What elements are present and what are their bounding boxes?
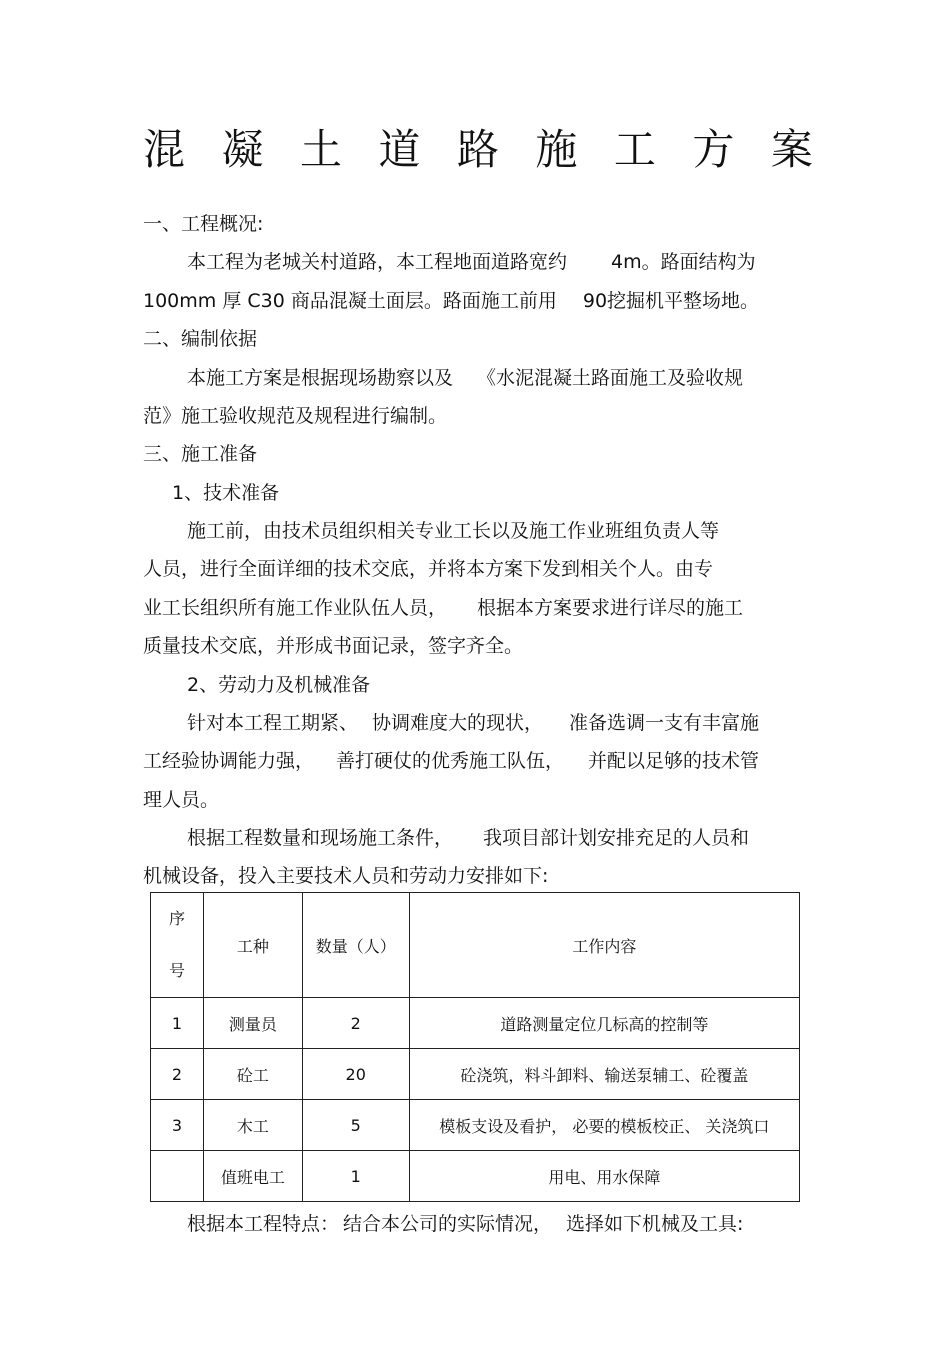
paragraph-line: 机械设备，投入主要技术人员和劳动力安排如下:	[143, 865, 549, 887]
title-char: 凝	[221, 125, 264, 174]
section-heading: 二、编制依据	[143, 328, 258, 350]
text-run: 100mm 厚 C30 商品混凝土面层。路面施工前用	[143, 290, 557, 312]
title-char: 工	[613, 125, 656, 174]
cell-trade: 值班电工	[203, 1151, 302, 1202]
header-seq	[151, 893, 204, 998]
text-run: 《水泥混凝土路面施工及验收规	[477, 367, 744, 389]
cell-seq: 2	[151, 1049, 204, 1100]
table-header-row	[151, 893, 800, 998]
text-run: 4m。路面结构为	[611, 251, 756, 273]
section-heading: 一、工程概况:	[143, 213, 264, 235]
subsection-heading: 2、劳动力及机械准备	[187, 674, 371, 696]
document-title	[143, 120, 813, 180]
paragraph-line	[187, 365, 743, 391]
cell-work: 用电、用水保障	[409, 1151, 799, 1202]
title-char: 案	[770, 125, 813, 174]
table-row	[151, 1049, 800, 1100]
subsection-heading: 1、技术准备	[172, 482, 280, 504]
paragraph-line: 范》施工验收规范及规程进行编制。	[143, 405, 448, 427]
cell-seq	[151, 1151, 204, 1202]
header-seq-top: 序	[168, 909, 185, 928]
text-run: 业工长组织所有施工作业队伍人员，	[143, 597, 448, 619]
paragraph-line: 施工前，由技术员组织相关专业工长以及施工作业班组负责人等	[187, 520, 720, 542]
header-count: 数量（人）	[302, 893, 409, 998]
text-run: 结合本公司的实际情况，	[343, 1213, 553, 1235]
header-seq-bottom: 号	[168, 961, 185, 980]
text-run: 本施工方案是根据现场勘察以及	[187, 367, 454, 389]
paragraph-line: 人员，进行全面详细的技术交底，并将本方案下发到相关个人。由专	[143, 558, 714, 580]
cell-count: 1	[302, 1151, 409, 1202]
title-char: 道	[378, 125, 421, 174]
text-run: 90挖掘机平整场地。	[582, 290, 760, 312]
paragraph-line: 理人员。	[143, 789, 220, 811]
cell-work: 道路测量定位几标高的控制等	[409, 998, 799, 1049]
cell-work: 模板支设及看护， 必要的模板校正、 关浇筑口	[409, 1100, 799, 1151]
paragraph-line	[187, 825, 749, 851]
section-heading: 三、施工准备	[143, 443, 258, 465]
table-row	[151, 1151, 800, 1202]
text-run: 根据本工程特点：	[187, 1213, 340, 1235]
text-run: 协调难度大的现状，	[372, 712, 544, 734]
cell-count: 5	[302, 1100, 409, 1151]
text-run: 准备选调一支有丰富施	[569, 712, 760, 734]
title-char: 混	[143, 125, 186, 174]
cell-trade: 测量员	[203, 998, 302, 1049]
table-row	[151, 998, 800, 1049]
paragraph-line	[187, 249, 756, 275]
title-char: 路	[456, 125, 499, 174]
cell-count: 2	[302, 998, 409, 1049]
title-char: 施	[535, 125, 578, 174]
header-trade: 工种	[203, 893, 302, 998]
text-run: 善打硬仗的优秀施工队伍，	[336, 750, 565, 772]
paragraph-line	[187, 710, 759, 736]
paragraph-line	[187, 1211, 743, 1237]
staffing-table	[150, 892, 800, 1202]
paragraph-line: 质量技术交底，并形成书面记录，签字齐全。	[143, 635, 524, 657]
paragraph-line	[143, 288, 759, 314]
header-work: 工作内容	[409, 893, 799, 998]
cell-work: 砼浇筑，料斗卸料、输送泵辅工、砼覆盖	[409, 1049, 799, 1100]
text-run: 针对本工程工期紧、	[187, 712, 359, 734]
cell-seq: 1	[151, 998, 204, 1049]
text-run: 选择如下机械及工具:	[566, 1213, 744, 1235]
title-char: 方	[692, 125, 735, 174]
paragraph-line	[143, 595, 743, 621]
cell-trade: 砼工	[203, 1049, 302, 1100]
text-run: 根据本方案要求进行详尽的施工	[477, 597, 744, 619]
paragraph-line	[143, 748, 759, 774]
cell-count: 20	[302, 1049, 409, 1100]
text-run: 工经验协调能力强，	[143, 750, 315, 772]
text-run: 本工程为老城关村道路，本工程地面道路宽约	[187, 251, 568, 273]
cell-trade: 木工	[203, 1100, 302, 1151]
text-run: 我项目部计划安排充足的人员和	[483, 827, 750, 849]
table-row	[151, 1100, 800, 1151]
cell-seq: 3	[151, 1100, 204, 1151]
text-run: 根据工程数量和现场施工条件，	[187, 827, 454, 849]
title-char: 土	[299, 125, 342, 174]
text-run: 并配以足够的技术管	[588, 750, 760, 772]
